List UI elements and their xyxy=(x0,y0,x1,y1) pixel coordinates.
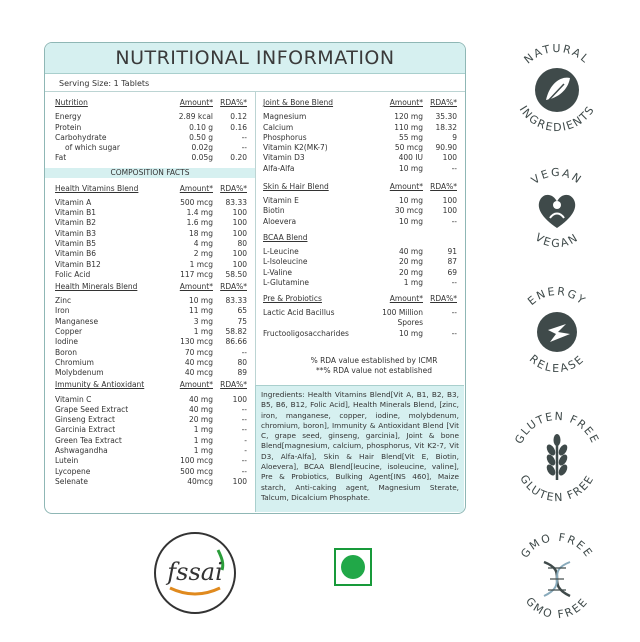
nutrient-rda: 100 xyxy=(232,476,247,486)
nutrient-amount: 1 mg xyxy=(403,277,423,287)
nutrient-row xyxy=(55,368,247,378)
nutrient-amount: 11 mg xyxy=(189,306,213,316)
nutrient-rda: 80 xyxy=(237,357,247,367)
svg-text:VEGAN xyxy=(533,231,582,250)
section-header xyxy=(55,98,247,108)
svg-text:RELEASE xyxy=(527,352,587,375)
nutrient-amount: 1.6 mg xyxy=(186,218,213,228)
nutrient-row xyxy=(55,296,247,306)
ingredients-text: Ingredients: Health Vitamins Blend[Vit A, B1, B2, B3, B5, B6, B12, Folic Acid], Health Minerals Blend, [zinc, iron, manganese, copper, iodine, molybdenum, chromium, boron], Immunity & Antioxidant Blend [Vit C, grape seed, ginseng, garcinia], Joint & bone Blend[magnesium, calcium, phosphorus, Vit K2-7, Vit D3, Alfa-Alfa], Skin & Hair Blend[Vit E, Biotin, Aloevera], BCAA Blend[leucine, isoleucine, valine], Pre & Probiotics, Bulking Agent[INS 460], Maize starch, Anti-caking agent, Magnesium Sterate, Talcum, Dicalcium Phosphate. xyxy=(261,390,459,502)
nutrient-amount: 0.10 g xyxy=(189,122,213,132)
nutrient-name: Phosphorus xyxy=(263,132,307,142)
nutrient-row xyxy=(263,257,457,267)
nutrient-name: L-Leucine xyxy=(263,246,299,256)
section-header xyxy=(263,233,457,243)
nutrient-rda: 86.66 xyxy=(225,337,247,347)
nutrient-rda: 100 xyxy=(232,208,247,218)
nutrient-name: Lactic Acid Bacillus xyxy=(263,308,335,318)
nutrient-row xyxy=(263,143,457,153)
nutrient-row xyxy=(55,112,247,122)
nutrient-rda: 35.30 xyxy=(435,112,457,122)
amount-header: Amount* xyxy=(389,293,423,303)
nutrient-amount: 20 mg xyxy=(189,415,213,425)
nutrient-name: Vitamin C xyxy=(55,394,92,404)
nutrient-amount: 3 mg xyxy=(193,316,213,326)
nutrient-row xyxy=(55,239,247,249)
nutrient-row xyxy=(55,198,247,208)
nutrient-amount: 1 mcg xyxy=(189,259,213,269)
nutrient-amount: 20 mg xyxy=(399,257,423,267)
veg-symbol xyxy=(334,548,372,586)
nutrient-amount: 0.50 g xyxy=(189,132,213,142)
fssai-logo xyxy=(150,528,240,618)
vegan-badge xyxy=(492,150,622,270)
column-divider xyxy=(255,91,256,386)
nutrient-rda: 0.20 xyxy=(230,153,247,163)
section-name: Pre & Probiotics xyxy=(263,293,322,303)
nutrient-amount: 10 mg xyxy=(189,296,213,306)
section-pre-probiotics xyxy=(263,294,457,339)
nutrient-rda: 75 xyxy=(237,316,247,326)
nutrient-row xyxy=(55,218,247,228)
nutrient-rda: -- xyxy=(241,347,247,357)
section-name: Immunity & Antioxidant xyxy=(55,380,145,390)
nutrient-name: Energy xyxy=(55,112,82,122)
nutrient-amount: 2.89 kcal xyxy=(178,112,213,122)
nutrient-amount: 40 mcg xyxy=(184,357,213,367)
nutrient-name: Vitamin B12 xyxy=(55,259,101,269)
nutrient-name: Iron xyxy=(55,306,70,316)
nutrient-rda: 100 xyxy=(232,228,247,238)
nutrient-amount: 1 mg xyxy=(193,425,213,435)
nutrient-rda: 65 xyxy=(237,306,247,316)
nutrient-rda: 0.12 xyxy=(230,112,247,122)
gmo-free-badge xyxy=(492,518,622,638)
rda-header: RDA%* xyxy=(430,181,457,191)
section-name: BCAA Blend xyxy=(263,232,308,242)
nutrient-row xyxy=(55,143,247,153)
nutrient-name: L-Glutamine xyxy=(263,277,309,287)
nutrient-row xyxy=(263,268,457,278)
nutrient-name: Alfa-Alfa xyxy=(263,163,295,173)
badge-bottom-text: RELEASE xyxy=(526,352,588,376)
amount-header: Amount* xyxy=(179,380,213,390)
nutrient-amount: 500 mcg xyxy=(180,466,213,476)
nutrient-rda: -- xyxy=(451,163,457,173)
nutrient-amount: 70 mcg xyxy=(184,347,213,357)
nutrient-name: Fat xyxy=(55,153,67,163)
section-name: Joint & Bone Blend xyxy=(263,98,334,107)
nutrient-rda: -- xyxy=(451,216,457,226)
nutrient-rda: -- xyxy=(241,456,247,466)
nutrient-amount: 18 mg xyxy=(189,228,213,238)
section-header xyxy=(263,294,457,304)
nutrient-amount: 130 mcg xyxy=(180,337,213,347)
nutrition-panel xyxy=(44,42,466,514)
nutrient-amount: 10 mg xyxy=(399,163,423,173)
natural-ingredients-badge xyxy=(492,30,622,150)
nutrient-name: Folic Acid xyxy=(55,269,91,279)
nutrient-rda: 87 xyxy=(447,257,457,267)
badge-top-text: NATURAL xyxy=(521,41,593,67)
section-header xyxy=(55,184,247,194)
nutrient-row xyxy=(55,395,247,405)
nutrient-row xyxy=(55,306,247,316)
nutrient-rda: -- xyxy=(451,328,457,338)
ingredients-box xyxy=(255,385,464,512)
section-name: Health Vitamins Blend xyxy=(55,183,139,193)
svg-text:NATURAL xyxy=(522,42,593,67)
nutrient-amount: 10 mg xyxy=(399,328,423,338)
nutrient-name: Zinc xyxy=(55,296,72,306)
nutrient-row xyxy=(263,123,457,133)
nutrient-row xyxy=(55,456,247,466)
nutrient-rda: 100 xyxy=(442,196,457,206)
nutrient-rda: 100 xyxy=(442,206,457,216)
badge-bottom-text: GMO FREE xyxy=(523,594,591,622)
nutrient-row xyxy=(55,348,247,358)
serving-size: Serving Size: 1 Tablets xyxy=(59,79,150,88)
fssai-text: fssai xyxy=(167,558,223,586)
section-health-minerals-blend xyxy=(55,282,247,379)
nutrient-amount: 1.4 mg xyxy=(186,208,213,218)
veg-dot xyxy=(341,555,365,579)
nutrient-name: Iodine xyxy=(55,337,79,347)
nutrient-rda: 58.50 xyxy=(225,269,247,279)
nutrient-amount: 10 mg xyxy=(399,216,423,226)
nutrient-rda: -- xyxy=(451,277,457,287)
nutrient-rda: 100 xyxy=(232,218,247,228)
nutrient-name: Carbohydrate xyxy=(55,132,107,142)
nutrient-row xyxy=(55,436,247,446)
nutrient-row xyxy=(55,327,247,337)
nutrient-rda: 100 xyxy=(442,153,457,163)
nutrient-amount: 10 mg xyxy=(399,196,423,206)
nutrient-rda: -- xyxy=(241,132,247,142)
nutrient-name: Vitamin A xyxy=(55,197,92,207)
nutrient-row xyxy=(55,123,247,133)
nutrient-row xyxy=(263,278,457,288)
rda-header: RDA%* xyxy=(430,98,457,107)
nutrient-name: Vitamin K2(MK-7) xyxy=(263,143,328,153)
badge-top-text: ENERGY xyxy=(525,284,589,308)
nutrient-amount: 400 IU xyxy=(398,153,423,163)
nutrient-name: Boron xyxy=(55,347,77,357)
nutrient-row xyxy=(55,133,247,143)
nutrient-row xyxy=(263,153,457,163)
nutrient-name: of which sugar xyxy=(65,143,120,153)
section-name: Health Minerals Blend xyxy=(55,281,138,291)
section-header xyxy=(55,380,247,390)
nutrient-rda: 83.33 xyxy=(225,296,247,306)
rda-header: RDA%* xyxy=(430,293,457,303)
nutrient-name: Lutein xyxy=(55,456,79,466)
energy-release-badge xyxy=(492,272,622,392)
nutrient-rda: 58.82 xyxy=(225,327,247,337)
nutrient-rda: 80 xyxy=(237,238,247,248)
nutrient-row xyxy=(263,206,457,216)
nutrient-name: Vitamin B6 xyxy=(55,249,97,259)
rda-header: RDA%* xyxy=(220,98,247,107)
nutrient-amount: 40 mg xyxy=(189,404,213,414)
amount-header: Amount* xyxy=(179,98,213,107)
badge-bottom-text: INGREDIENTS xyxy=(516,103,598,135)
nutrient-row xyxy=(263,308,457,329)
nutrient-name: Vitamin D3 xyxy=(263,153,305,163)
nutrient-row xyxy=(55,270,247,280)
nutrient-rda: 90.90 xyxy=(435,143,457,153)
nutrient-row xyxy=(263,196,457,206)
svg-text:VEGAN xyxy=(529,166,585,187)
nutrient-amount: 100 mcg xyxy=(180,456,213,466)
nutrient-rda: 18.32 xyxy=(435,122,457,132)
nutrient-row xyxy=(263,164,457,174)
svg-text:ENERGY xyxy=(525,285,589,308)
section-bcaa-blend xyxy=(263,233,457,288)
section-health-vitamins-blend xyxy=(55,184,247,281)
section-header xyxy=(263,182,457,192)
nutrient-row xyxy=(263,329,457,339)
nutrient-rda: 100 xyxy=(232,249,247,259)
nutrient-row xyxy=(263,247,457,257)
nutrient-amount: 1 mg xyxy=(193,446,213,456)
nutrient-rda: 9 xyxy=(452,132,457,142)
nutrient-row xyxy=(55,358,247,368)
section-skin-hair-blend xyxy=(263,182,457,227)
section-name: Nutrition xyxy=(55,98,88,107)
nutrient-name: Vitamin E xyxy=(263,196,299,206)
nutrient-name: Vitamin B3 xyxy=(55,228,97,238)
nutrient-amount: 117 mcg xyxy=(180,269,213,279)
nutrient-amount: 2 mg xyxy=(193,249,213,259)
badge-top-text: GLUTEN FREE xyxy=(512,409,602,446)
nutrient-amount: 500 mcg xyxy=(180,197,213,207)
nutrient-amount: 50 mcg xyxy=(394,143,423,153)
amount-header: Amount* xyxy=(389,98,423,107)
nutrient-amount: 100 Million Spores xyxy=(382,308,423,328)
composition-facts-band: COMPOSITION FACTS xyxy=(45,168,255,178)
nutrient-row xyxy=(263,133,457,143)
nutrient-row xyxy=(55,446,247,456)
nutrient-name: Chromium xyxy=(55,357,94,367)
energy-icon xyxy=(492,272,622,392)
nutrient-name: L-Isoleucine xyxy=(263,257,308,267)
nutrient-amount: 4 mg xyxy=(193,238,213,248)
nutrient-rda: 69 xyxy=(447,267,457,277)
nutrient-amount: 40 mg xyxy=(189,394,213,404)
nutrient-row xyxy=(55,317,247,327)
nutrient-name: Vitamin B2 xyxy=(55,218,97,228)
nutrient-rda: - xyxy=(244,435,247,445)
section-name: Skin & Hair Blend xyxy=(263,181,329,191)
nutrient-row xyxy=(55,337,247,347)
footnote-not-established: **% RDA value not established xyxy=(316,366,432,375)
nutrient-name: Ashwagandha xyxy=(55,446,108,456)
section-header xyxy=(263,98,457,108)
nutrient-rda: - xyxy=(244,446,247,456)
badge-top-text: VEGAN xyxy=(528,165,586,188)
nutrient-rda: -- xyxy=(241,415,247,425)
nutrient-rda: 100 xyxy=(232,259,247,269)
rda-header: RDA%* xyxy=(220,281,247,291)
nutrient-row xyxy=(55,405,247,415)
nutrient-rda: -- xyxy=(241,466,247,476)
nutrient-name: L-Valine xyxy=(263,267,292,277)
nutrient-rda: -- xyxy=(451,308,457,318)
nutrient-name: Molybdenum xyxy=(55,368,104,378)
nutrient-amount: 0.05g xyxy=(191,153,213,163)
nutrient-amount: 55 mg xyxy=(399,132,423,142)
svg-text:GMO FREE xyxy=(518,531,596,561)
nutrient-row xyxy=(55,260,247,270)
nutrient-name: Protein xyxy=(55,122,82,132)
dna-icon xyxy=(492,518,622,638)
nutrient-amount: 40 mg xyxy=(399,246,423,256)
nutrient-rda: -- xyxy=(241,425,247,435)
nutrient-amount: 110 mg xyxy=(394,122,423,132)
nutrient-rda: 91 xyxy=(447,246,457,256)
svg-text:GMO FREE xyxy=(523,595,591,621)
footnote-icmr: % RDA value established by ICMR xyxy=(310,356,438,365)
nutrient-row xyxy=(55,229,247,239)
nutrient-row xyxy=(55,425,247,435)
nutrient-rda: 0.16 xyxy=(230,122,247,132)
badge-top-text: GMO FREE xyxy=(518,530,596,561)
rda-header: RDA%* xyxy=(220,380,247,390)
amount-header xyxy=(371,233,423,243)
nutrient-amount: 20 mg xyxy=(399,267,423,277)
amount-header: Amount* xyxy=(389,181,423,191)
nutrient-name: Lycopene xyxy=(55,466,91,476)
nutrient-rda: 83.33 xyxy=(225,197,247,207)
amount-header: Amount* xyxy=(179,281,213,291)
nutrient-row xyxy=(55,208,247,218)
panel-title: NUTRITIONAL INFORMATION xyxy=(45,43,465,74)
nutrient-name: Vitamin B1 xyxy=(55,208,97,218)
section-header xyxy=(55,282,247,292)
rda-header xyxy=(423,233,457,243)
nutrient-row xyxy=(55,153,247,163)
amount-header: Amount* xyxy=(179,183,213,193)
nutrient-amount: 120 mg xyxy=(394,112,423,122)
gluten-free-badge xyxy=(492,398,622,518)
section-joint-bone-blend xyxy=(263,98,457,174)
nutrient-name: Fructooligosaccharides xyxy=(263,328,349,338)
nutrient-row xyxy=(263,217,457,227)
nutrient-name: Vitamin B5 xyxy=(55,238,97,248)
nutrient-name: Magnesium xyxy=(263,112,307,122)
nutrient-name: Selenate xyxy=(55,476,88,486)
wheat-icon xyxy=(492,398,622,518)
badge-bottom-text: VEGAN xyxy=(532,230,582,251)
nutrient-amount: 0.02g xyxy=(191,143,213,153)
nutrient-amount: 40 mcg xyxy=(184,368,213,378)
nutrient-name: Green Tea Extract xyxy=(55,435,122,445)
nutrient-name: Ginseng Extract xyxy=(55,415,115,425)
nutrient-name: Manganese xyxy=(55,316,99,326)
rda-header: RDA%* xyxy=(220,183,247,193)
nutrient-name: Copper xyxy=(55,327,83,337)
nutrient-rda: -- xyxy=(241,143,247,153)
nutrient-rda: 100 xyxy=(232,394,247,404)
nutrient-row xyxy=(55,249,247,259)
nutrient-name: Aloevera xyxy=(263,216,297,226)
leaf-icon xyxy=(492,30,622,150)
nutrient-row xyxy=(55,477,247,487)
heart-leaf-icon xyxy=(492,150,622,270)
badge-bottom-text: GLUTEN FREE xyxy=(517,472,597,505)
nutrient-rda: 89 xyxy=(237,368,247,378)
nutrient-row xyxy=(55,467,247,477)
nutrient-name: Garcinia Extract xyxy=(55,425,116,435)
section-nutrition xyxy=(55,98,247,164)
nutrient-name: Calcium xyxy=(263,122,294,132)
nutrient-amount: 30 mcg xyxy=(394,206,423,216)
nutrient-name: Grape Seed Extract xyxy=(55,404,129,414)
section-immunity-antioxidant xyxy=(55,380,247,487)
nutrient-row xyxy=(55,415,247,425)
nutrient-rda: -- xyxy=(241,404,247,414)
nutrient-row xyxy=(263,112,457,122)
nutrient-name: Biotin xyxy=(263,206,285,216)
nutrient-amount: 1 mg xyxy=(193,435,213,445)
nutrient-amount: 40mcg xyxy=(187,476,213,486)
nutrient-amount: 1 mg xyxy=(193,327,213,337)
